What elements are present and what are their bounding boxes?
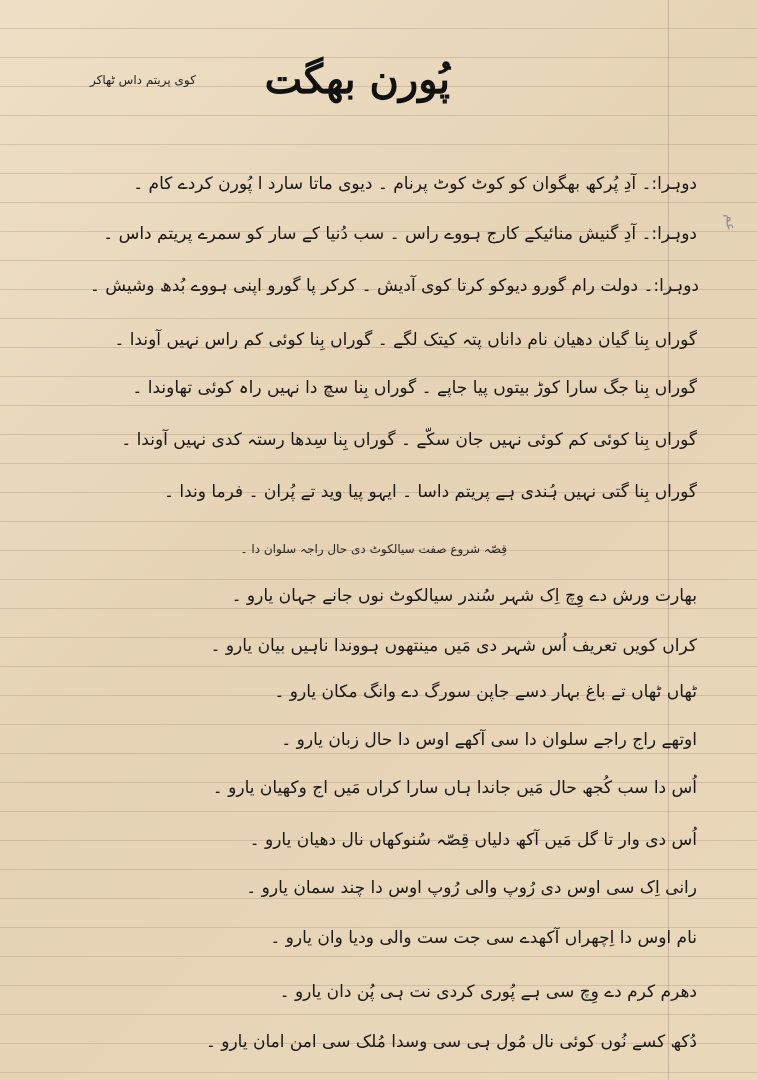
text-line: گوراں بِنا گیان دھیان نام داناں پتہ کیتک لگے ۔ گوراں بِنا کوئی کم راس نہیں آوندا ۔ [114,330,697,350]
text-line: ٹھاں ٹھاں تے باغ بہار دسے جاپن سورگ دے وانگ مکان یارو ۔ [274,682,697,702]
author-credit: کوی پریتم داس ٹھاکر [90,73,196,87]
section-heading: قِصّہ شروع صفت سیالکوٹ دی حال راجہ سلوان دا ۔ [240,542,507,556]
text-line: دُکھ کسے نُوں کوئی نال مُول ہی سی وسدا مُلک سی امن امان یارو ۔ [205,1032,697,1052]
text-line: گوراں بِنا گتی نہیں ہُندی ہے پریتم داسا ۔ ایہو پیا وید تے پُران ۔ فرما وندا ۔ [164,482,697,502]
text-line: گوراں بِنا جگ سارا کوڑ بیتوں پیا جاپے ۔ گوراں بِنا سچ دا نہیں راہ کوئی تھاوندا ۔ [132,378,697,398]
text-line: دوہرا:۔ آدِ پُرکھ بھگوان کو کوٹ کوٹ پرنام ۔ دیوی ماتا سارد ا پُورن کردے کام ۔ [133,174,697,194]
text-line: دوہرا:۔ دولت رام گورو دیوکو کرتا کوی آدیش ۔ کرکر پا گورو اپنی ہووے بُدھ وشیش ۔ [89,276,699,296]
text-line: نام اوس دا اِچھراں آکھدے سی جت ست والی ودیا وان یارو ۔ [270,928,697,948]
text-line: دھرم کرم دے وِچ سی ہے پُوری کردی نت ہی پُن دان یارو ۔ [279,982,697,1002]
text-line: اوتھے راج راجے سلوان دا سی آکھے اوس دا حال زبان یارو ۔ [281,730,697,750]
text-line: دوہرا:۔ آدِ گنیش منائیکے کارج ہووے راس ۔ سب دُنیا کے سار کو سمرے پریتم داس ۔ [103,224,697,244]
text-line: گوراں بِنا کوئی کم کوئی نہیں جان سکّے ۔ گوراں بِنا سِدھا رستہ کدی نہیں آوندا ۔ [121,430,697,450]
page-title: پُورن بھگت [264,56,450,103]
text-line: رانی اِک سی اوس دی رُوپ والی رُوپ اوس دا چند سمان یارو ۔ [246,878,697,898]
text-line: اُس دا سب کُجھ حال مَیں جاندا ہاں سارا کراں مَیں اج وکھیان یارو ۔ [212,778,697,798]
margin-note: عم [722,214,738,231]
text-line: اُس دی وار تا گل مَیں آکھ دلیاں قِصّہ سُنوکھاں نال دھیان یارو ۔ [249,830,697,850]
text-line: کراں کویں تعریف اُس شہر دی مَیں مینتھوں ہووندا ناہیں بیان یارو ۔ [210,636,697,656]
text-line: بھارت ورش دے وِچ اِک شہر سُندر سیالکوٹ نوں جانے جہان یارو ۔ [231,586,697,606]
